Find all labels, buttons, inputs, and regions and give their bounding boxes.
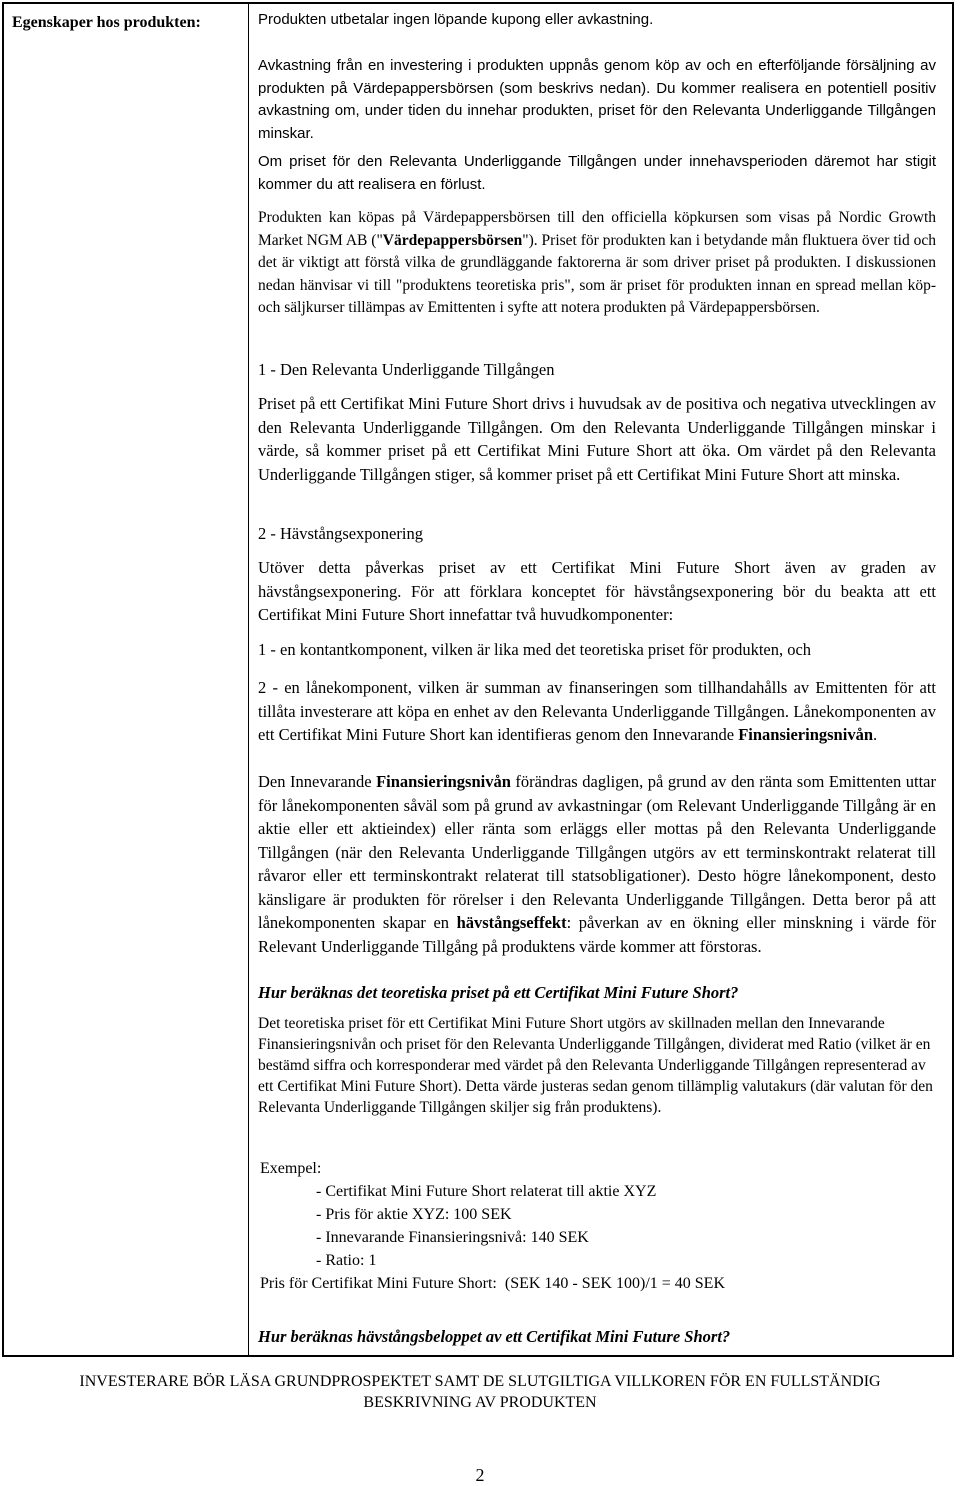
row-label: Egenskaper hos produkten: bbox=[12, 14, 201, 31]
paragraph-return: Avkastning från en investering i produkten uppnås genom köp av och en efterföljande försäljning av produkten på Värdepappersbörsen (som beskrivs nedan). Du kommer realisera en potentiell positiv avkastning om, under tiden du innehar produkten, priset för den Relevanta Underliggande Tillgången minskar. bbox=[258, 57, 936, 142]
bold-term-financing-level: Finansieringsnivån bbox=[738, 725, 873, 744]
paragraph-exchange: Produkten kan köpas på Värdepappersbörsen till den officiella köpkursen som visas på Nordic Growth Market NGM AB ("Värdepappersbörsen"). Priset för produkten kan i betydande mån fluktuera över tid och det är viktigt att förstå vilka de grundläggande faktorerna är som driver priset på produkten. I diskussionen nedan hänvisar vi till "produktens teoretiska pris", som är priset för produkten innan en spread mellan köp- och säljkurser tillämpas av Emittenten i syfte att notera produkten på Värdepappersbörsen. bbox=[258, 209, 936, 316]
example-title: Exempel: bbox=[260, 1160, 322, 1177]
paragraph-cash-component: 1 - en kontantkomponent, vilken är lika med det teoretiska priset för produkten, och bbox=[258, 640, 812, 659]
example-item: - Innevarande Finansieringsnivå: 140 SEK bbox=[316, 1229, 589, 1246]
question-leverage-amount: Hur beräknas hävstångsbeloppet av ett Certifikat Mini Future Short? bbox=[258, 1327, 731, 1346]
bold-term-exchange: Värdepappersbörsen bbox=[382, 231, 523, 249]
paragraph-theoretical-price: Det teoretiska priset för ett Certifikat Mini Future Short utgörs av skillnaden mellan den Innevarande Finansieringsnivån och priset för den Relevanta Underliggande Tillgången, dividerat med Ratio (vilket är en bestämd siffra och korresponderar med värdet på den Relevanta Underliggande Tillgången representerad av ett Certifikat Mini Future Short). Detta värde justeras sedan genom tillämplig valutakurs (där valutan för den Relevanta Underliggande Tillgången skiljer sig från produktens). bbox=[258, 1015, 933, 1116]
example-item: - Pris för aktie XYZ: 100 SEK bbox=[316, 1206, 512, 1223]
bold-term-financing-level-2: Finansieringsnivån bbox=[376, 772, 511, 791]
example-item: - Certifikat Mini Future Short relaterat till aktie XYZ bbox=[316, 1183, 657, 1200]
paragraph-financing-level: Den Innevarande Finansieringsnivån förändras dagligen, på grund av den ränta som Emittenten uttar för lånekomponenten såväl som på grund av avkastningar (om Relevant Underliggande Tillgång är en aktie eller ett aktieindex) eller ränta som erläggs eller mottas på den Relevanta Underliggande Tillgången (när den Relevanta Underliggande Tillgången utgörs av ett terminskontrakt relaterat till råvaror eller ett terminskontrakt relaterat till statsobligationer). Desto högre lånekomponent, desto känsligare är produkten för rörelser i den Relevanta Underliggande Tillgången. Detta beror på att lånekomponenten skapar en hävstångseffekt: påverkan av en ökning eller minskning i värde för Relevant Underliggande Tillgång på produktens värde kommer att förstoras. bbox=[258, 772, 936, 956]
paragraph-loss: Om priset för den Relevanta Underliggande Tillgången under innehavsperioden däremot har stigit kommer du att realisera en förlust. bbox=[258, 153, 936, 193]
paragraph-loan-component: 2 - en lånekomponent, vilken är summan av finanseringen som tillhandahålls av Emittenten för att tillåta investerare att köpa en enhet av den Relevanta Underliggande Tillgången. Lånekomponenten av ett Certifikat Mini Future Short kan identifieras genom den Innevarande Finansieringsnivån. bbox=[258, 678, 936, 744]
column-divider bbox=[248, 4, 249, 1355]
paragraph-leverage: Utöver detta påverkas priset av ett Certifikat Mini Future Short även av graden av hävstångsexponering. För att förklara konceptet för hävstångsexponering bör du beakta att ett Certifikat Mini Future Short innefattar två huvudkomponenter: bbox=[258, 558, 936, 624]
bold-term-leverage-effect: hävstångseffekt bbox=[456, 913, 567, 932]
example-item: - Ratio: 1 bbox=[316, 1252, 377, 1269]
footer-line-1: INVESTERARE BÖR LÄSA GRUNDPROSPEKTET SAMT DE SLUTGILTIGA VILLKOREN FÖR EN FULLSTÄNDIG bbox=[79, 1373, 881, 1390]
heading-underlying-asset: 1 - Den Relevanta Underliggande Tillgången bbox=[258, 360, 555, 379]
example-result: Pris för Certifikat Mini Future Short: (SEK 140 - SEK 100)/1 = 40 SEK bbox=[260, 1275, 726, 1292]
question-theoretical-price: Hur beräknas det teoretiska priset på ett Certifikat Mini Future Short? bbox=[258, 983, 739, 1002]
footer-notice bbox=[0, 1372, 960, 1413]
page-number: 2 bbox=[475, 1465, 485, 1485]
footer-line-2: BESKRIVNING AV PRODUKTEN bbox=[363, 1393, 597, 1411]
paragraph-no-coupon: Produkten utbetalar ingen löpande kupong eller avkastning. bbox=[258, 11, 654, 28]
heading-leverage: 2 - Hävstångsexponering bbox=[258, 524, 423, 543]
paragraph-underlying-asset: Priset på ett Certifikat Mini Future Short drivs i huvudsak av de positiva och negativa utvecklingen av den Relevanta Underliggande Tillgången. Om den Relevanta Underliggande Tillgången minskar i värde, så kommer priset på ett Certifikat Mini Future Short att öka. Om värdet på den Relevanta Underliggande Tillgången stiger, så kommer priset på ett Certifikat Mini Future Short att minska. bbox=[258, 394, 936, 484]
